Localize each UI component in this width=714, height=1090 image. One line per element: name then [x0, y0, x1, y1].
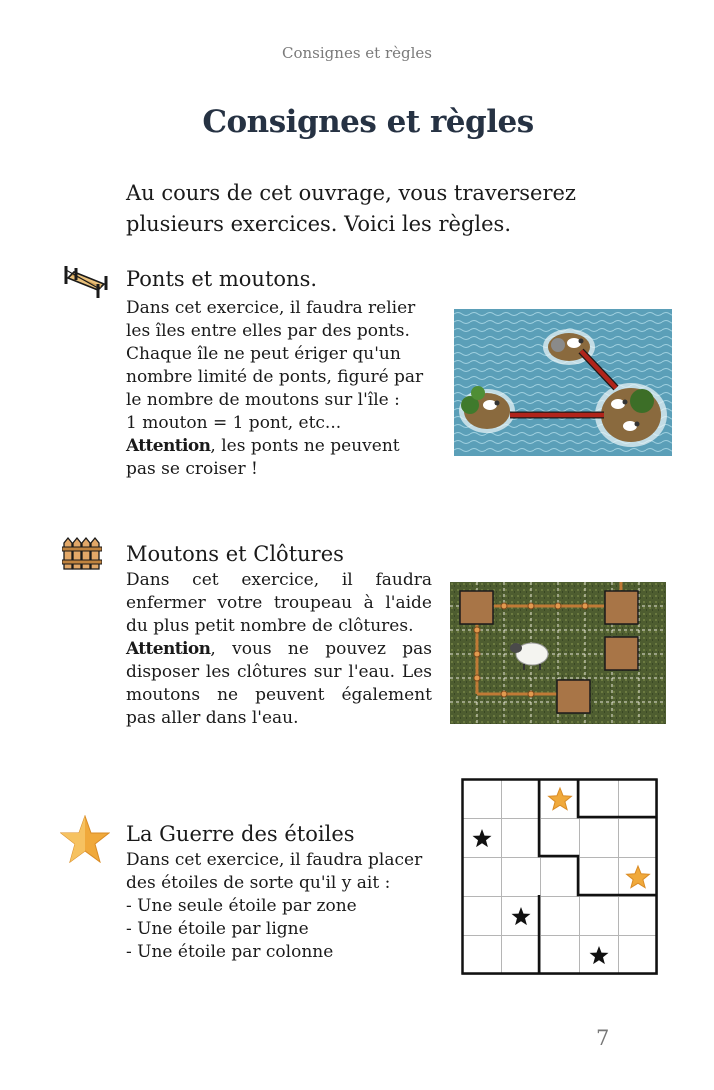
- page-title: Consignes et règles: [202, 104, 534, 140]
- section-body-fences: [126, 569, 432, 730]
- grid-cell[interactable]: [463, 858, 502, 897]
- fence-icon: [62, 535, 102, 571]
- rule-text: Dans cet exercice, il faudra enfermer votre troupeau à l'aide du plus petit nombre de clôtures.: [126, 570, 432, 636]
- bridge-icon: [62, 262, 108, 302]
- section-title-stars: La Guerre des étoiles: [126, 822, 355, 846]
- grid-cell[interactable]: [619, 897, 658, 936]
- grid-cell[interactable]: [541, 819, 580, 858]
- grid-cell[interactable]: [502, 780, 541, 819]
- grid-cell[interactable]: [463, 780, 502, 819]
- section-body-stars: [126, 849, 432, 964]
- section-title-bridges: Ponts et moutons.: [126, 267, 318, 291]
- rule-text: Dans cet exercice, il faudra placer des étoiles de sorte qu'il y ait :: [126, 850, 423, 893]
- grid-cell[interactable]: [502, 936, 541, 975]
- star-grid: [461, 778, 659, 976]
- intro-paragraph: Au cours de cet ouvrage, vous traverserez plusieurs exercices. Voici les règles.: [126, 181, 576, 236]
- grid-cell[interactable]: [619, 819, 658, 858]
- grid-cell[interactable]: [580, 897, 619, 936]
- grid-cell[interactable]: [463, 936, 502, 975]
- grid-cell[interactable]: [619, 936, 658, 975]
- star-icon: [60, 815, 110, 863]
- rule-line: les îles entre elles par des ponts.: [126, 321, 410, 341]
- fences-illustration: [450, 582, 666, 724]
- grid-cell[interactable]: [463, 897, 502, 936]
- warning-label: Attention: [126, 436, 211, 456]
- grid-cell[interactable]: [580, 819, 619, 858]
- warning-text: , vous ne pouvez pas disposer les clôtures sur l'eau. Les moutons ne peuvent également pas aller dans l'eau.: [126, 639, 432, 728]
- warning-line: [126, 638, 432, 730]
- warning-text: , les ponts ne peuvent pas se croiser !: [126, 436, 400, 479]
- section-title-fences: Moutons et Clôtures: [126, 542, 344, 566]
- grid-cell[interactable]: [541, 858, 580, 897]
- rule-line: nombre limité de ponts, figuré par: [126, 367, 424, 387]
- grid-cell[interactable]: [580, 780, 619, 819]
- grid-cell[interactable]: [541, 897, 580, 936]
- grid-cell[interactable]: [502, 858, 541, 897]
- bridges-illustration: [454, 309, 672, 456]
- rule-line: le nombre de moutons sur l'île :: [126, 390, 400, 410]
- section-body-bridges: [126, 297, 432, 481]
- warning-line: [126, 435, 432, 481]
- grid-cell[interactable]: [541, 936, 580, 975]
- rule-line: Chaque île ne peut ériger qu'un: [126, 344, 401, 364]
- running-header: Consignes et règles: [282, 44, 432, 62]
- grid-cell[interactable]: [502, 819, 541, 858]
- rule-line: - Une étoile par ligne: [126, 919, 309, 939]
- warning-label: Attention: [126, 639, 211, 659]
- rule-line: Dans cet exercice, il faudra relier: [126, 298, 416, 318]
- grid-cell[interactable]: [580, 858, 619, 897]
- rule-line: - Une seule étoile par zone: [126, 896, 357, 916]
- grid-cell[interactable]: [619, 780, 658, 819]
- rule-line: - Une étoile par colonne: [126, 942, 334, 962]
- grid-cells: [463, 780, 658, 975]
- page-number: 7: [596, 1026, 610, 1050]
- rule-line: 1 mouton = 1 pont, etc...: [126, 413, 342, 433]
